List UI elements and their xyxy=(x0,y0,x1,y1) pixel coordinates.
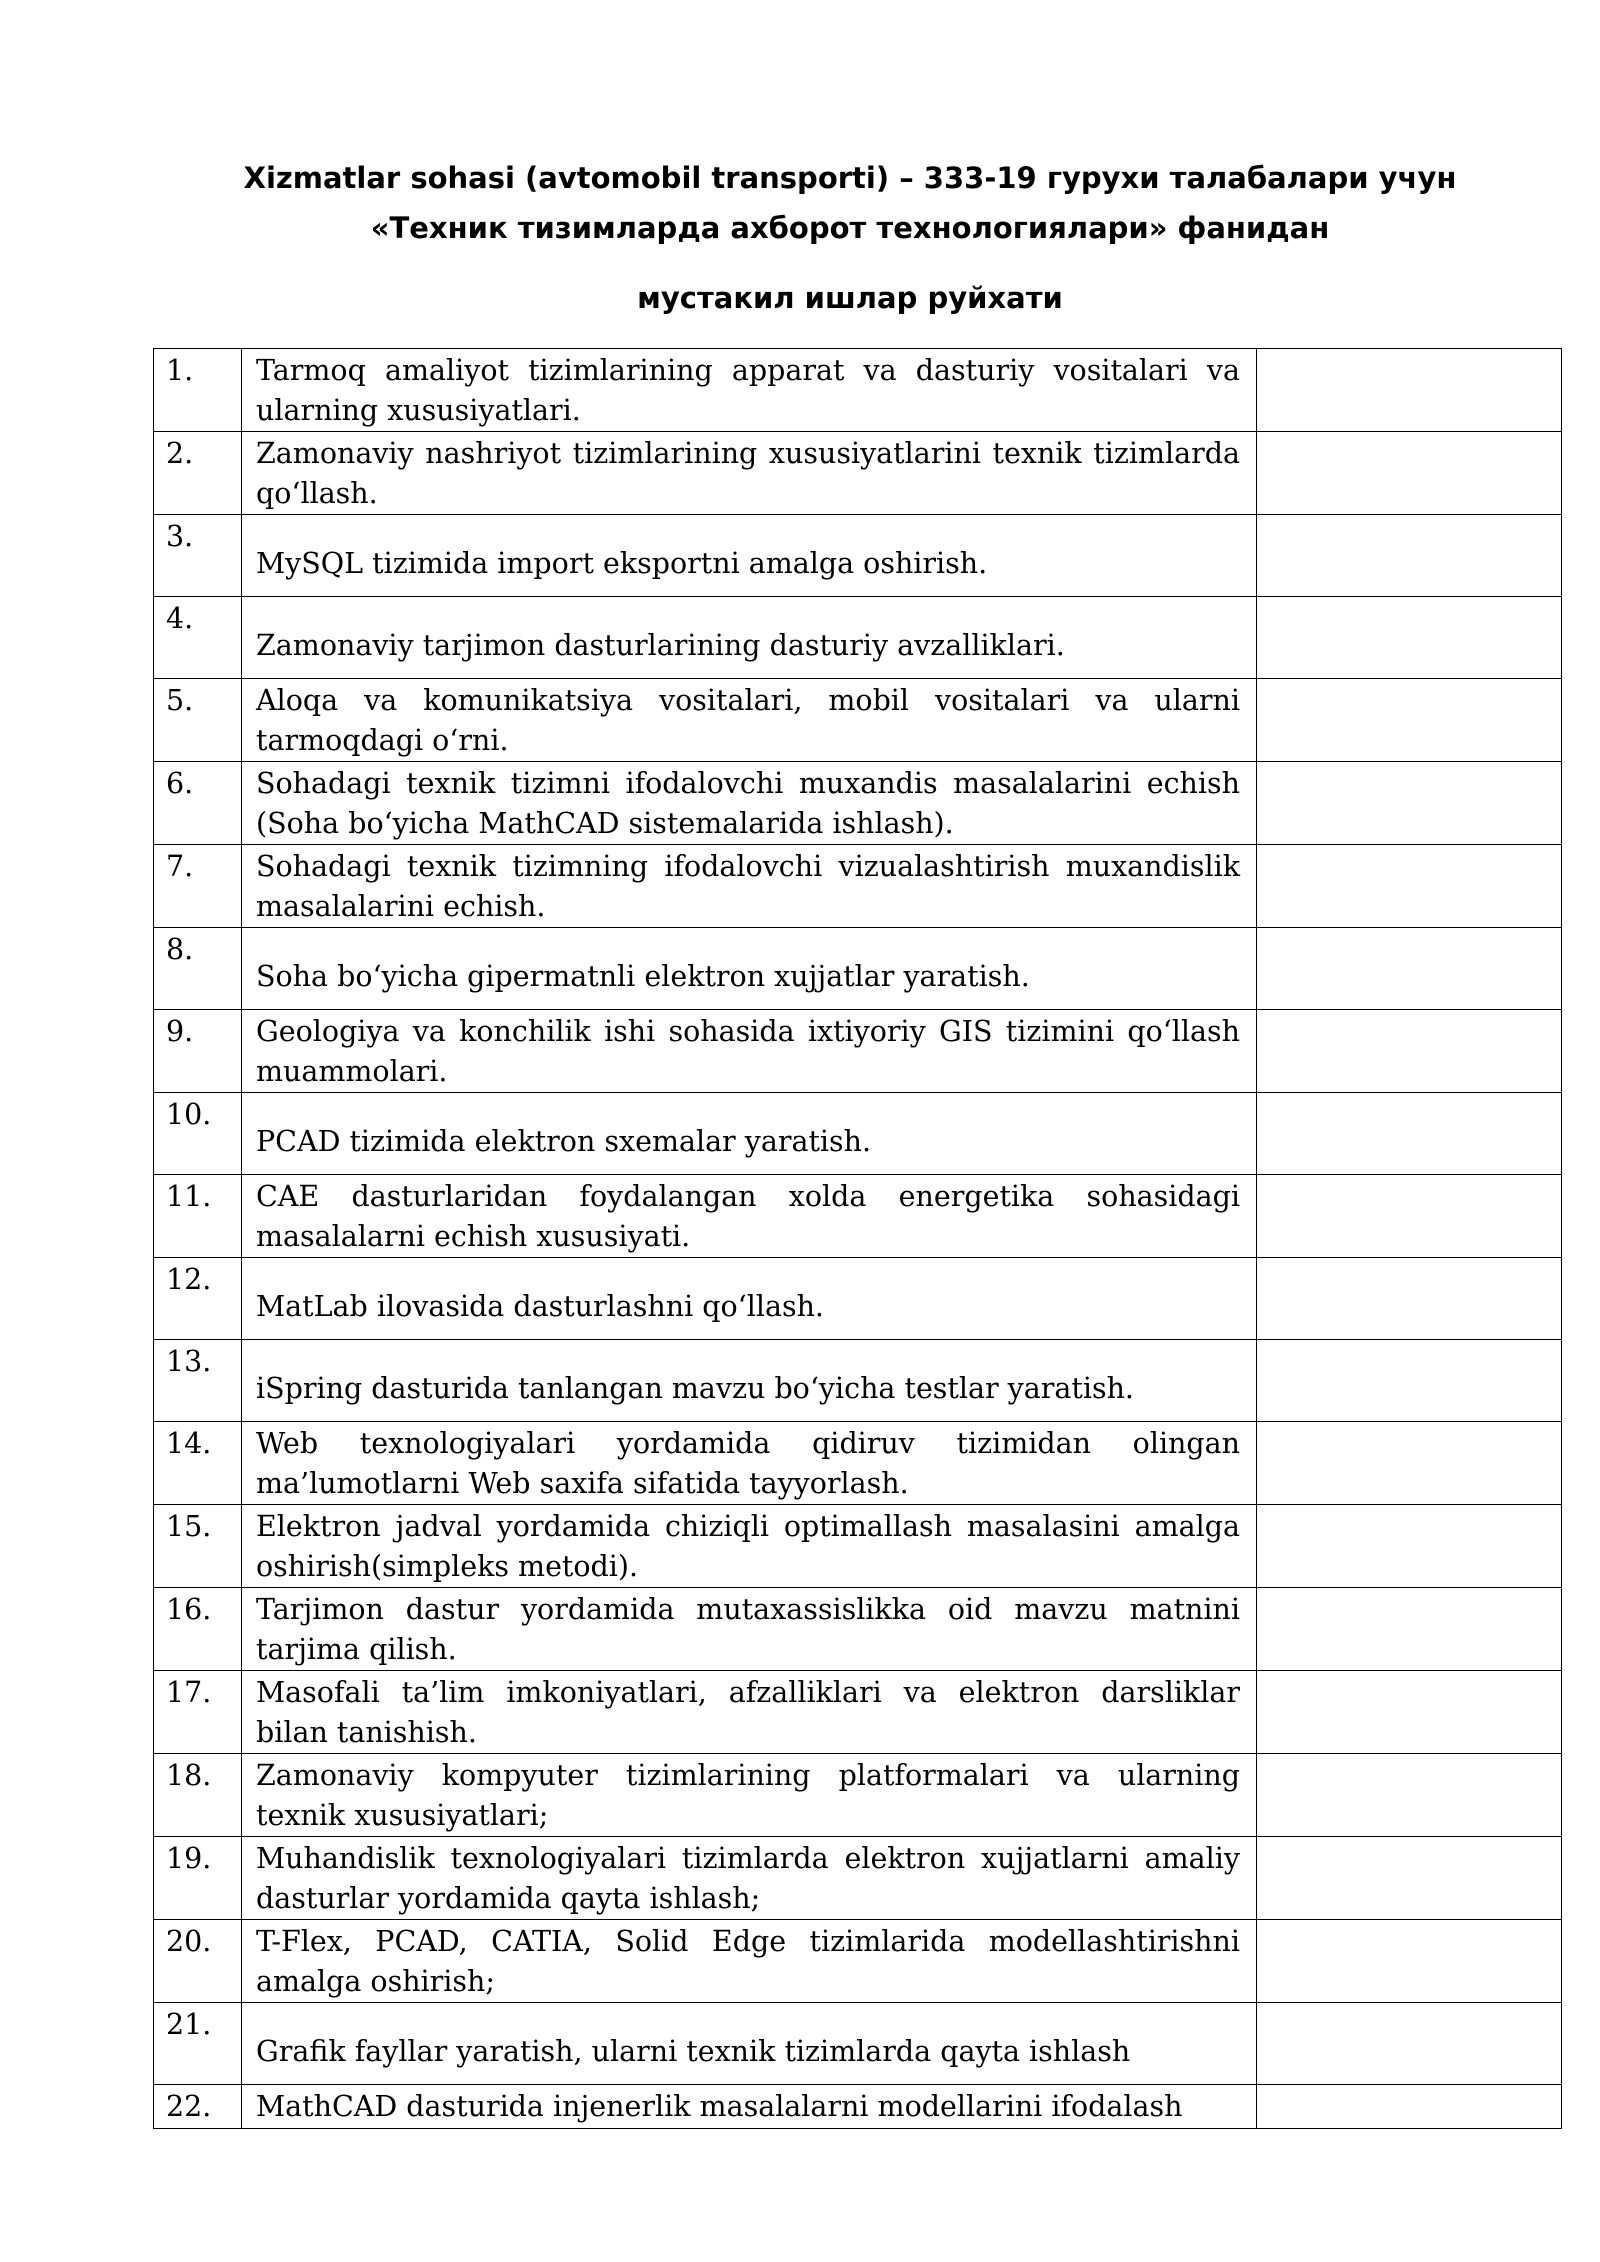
task-topic: Web texnologiyalari yordamida qidiruv tizimidan olingan ma’lumotlarni Web saxifa sifatida tayyorlash. xyxy=(242,1422,1257,1505)
task-topic: MySQL tizimida import eksportni amalga oshirish. xyxy=(242,515,1257,597)
task-topic: Tarjimon dastur yordamida mutaxassislikka oid mavzu matnini tarjima qilish. xyxy=(242,1588,1257,1671)
task-mark-cell xyxy=(1257,432,1562,515)
task-number: 11. xyxy=(154,1175,242,1258)
table-row xyxy=(154,762,1562,845)
table-row xyxy=(154,928,1562,1010)
task-mark-cell xyxy=(1257,1175,1562,1258)
task-number: 22. xyxy=(154,2085,242,2129)
task-number: 18. xyxy=(154,1754,242,1837)
task-mark-cell xyxy=(1257,515,1562,597)
task-number: 10. xyxy=(154,1093,242,1175)
task-number: 6. xyxy=(154,762,242,845)
task-mark-cell xyxy=(1257,928,1562,1010)
table-row xyxy=(154,597,1562,679)
task-topic: Elektron jadval yordamida chiziqli optimallash masalasini amalga oshirish(simpleks metodi). xyxy=(242,1505,1257,1588)
task-topic: Masofali ta’lim imkoniyatlari, afzalliklari va elektron darsliklar bilan tanishish. xyxy=(242,1671,1257,1754)
task-topic: Muhandislik texnologiyalari tizimlarda elektron xujjatlarni amaliy dasturlar yordamida qayta ishlash; xyxy=(242,1837,1257,1920)
task-number: 3. xyxy=(154,515,242,597)
document-title-line-2: «Техник тизимларда ахборот технологиялари» фанидан xyxy=(370,211,1330,245)
table-row xyxy=(154,1340,1562,1422)
task-mark-cell xyxy=(1257,2003,1562,2085)
task-mark-cell xyxy=(1257,679,1562,762)
table-row xyxy=(154,1505,1562,1588)
table-row xyxy=(154,1422,1562,1505)
table-row xyxy=(154,432,1562,515)
task-mark-cell xyxy=(1257,1505,1562,1588)
table-row xyxy=(154,1175,1562,1258)
task-mark-cell xyxy=(1257,762,1562,845)
task-topic: Grafik fayllar yaratish, ularni texnik tizimlarda qayta ishlash xyxy=(242,2003,1257,2085)
table-row xyxy=(154,1588,1562,1671)
task-number: 7. xyxy=(154,845,242,928)
task-mark-cell xyxy=(1257,845,1562,928)
task-mark-cell xyxy=(1257,597,1562,679)
task-topic: Tarmoq amaliyot tizimlarining apparat va dasturiy vositalari va ularning xususiyatlari. xyxy=(242,349,1257,432)
task-number: 12. xyxy=(154,1258,242,1340)
task-topic: T-Flex, PCAD, CATIA, Solid Edge tizimlarida modellashtirishni amalga oshirish; xyxy=(242,1920,1257,2003)
table-row xyxy=(154,515,1562,597)
table-row xyxy=(154,1837,1562,1920)
task-mark-cell xyxy=(1257,2085,1562,2129)
task-mark-cell xyxy=(1257,1837,1562,1920)
task-number: 15. xyxy=(154,1505,242,1588)
task-mark-cell xyxy=(1257,1671,1562,1754)
task-topic: PCAD tizimida elektron sxemalar yaratish. xyxy=(242,1093,1257,1175)
document-title-line-1: Xizmatlar sohasi (avtomobil transporti) – 333-19 гурухи талабалари учун xyxy=(243,161,1457,195)
task-number: 14. xyxy=(154,1422,242,1505)
task-number: 16. xyxy=(154,1588,242,1671)
table-row xyxy=(154,1920,1562,2003)
task-mark-cell xyxy=(1257,1093,1562,1175)
task-topic: CAE dasturlaridan foydalangan xolda energetika sohasidagi masalalarni echish xususiyati. xyxy=(242,1175,1257,1258)
task-number: 13. xyxy=(154,1340,242,1422)
task-mark-cell xyxy=(1257,1920,1562,2003)
task-mark-cell xyxy=(1257,1010,1562,1093)
task-topic: Soha bo‘yicha gipermatnli elektron xujjatlar yaratish. xyxy=(242,928,1257,1010)
task-number: 2. xyxy=(154,432,242,515)
task-number: 8. xyxy=(154,928,242,1010)
task-topic: Zamonaviy kompyuter tizimlarining platformalari va ularning texnik xususiyatlari; xyxy=(242,1754,1257,1837)
task-number: 1. xyxy=(154,349,242,432)
table-row xyxy=(154,1258,1562,1340)
table-row xyxy=(154,1754,1562,1837)
task-topic: Geologiya va konchilik ishi sohasida ixtiyoriy GIS tizimini qo‘llash muammolari. xyxy=(242,1010,1257,1093)
task-list-table xyxy=(153,348,1562,2129)
task-topic: Aloqa va komunikatsiya vositalari, mobil vositalari va ularni tarmoqdagi o‘rni. xyxy=(242,679,1257,762)
table-row xyxy=(154,2003,1562,2085)
task-topic: iSpring dasturida tanlangan mavzu bo‘yicha testlar yaratish. xyxy=(242,1340,1257,1422)
table-row xyxy=(154,845,1562,928)
task-topic: MathCAD dasturida injenerlik masalalarni modellarini ifodalash xyxy=(242,2085,1257,2129)
table-row xyxy=(154,1010,1562,1093)
task-list-body xyxy=(154,349,1562,2129)
task-number: 5. xyxy=(154,679,242,762)
task-mark-cell xyxy=(1257,1588,1562,1671)
task-topic: Sohadagi texnik tizimning ifodalovchi vizualashtirish muxandislik masalalarini echish. xyxy=(242,845,1257,928)
table-row xyxy=(154,2085,1562,2129)
table-row xyxy=(154,679,1562,762)
task-mark-cell xyxy=(1257,1258,1562,1340)
table-row xyxy=(154,1671,1562,1754)
task-mark-cell xyxy=(1257,1754,1562,1837)
task-mark-cell xyxy=(1257,1340,1562,1422)
task-topic: MatLab ilovasida dasturlashni qo‘llash. xyxy=(242,1258,1257,1340)
task-mark-cell xyxy=(1257,349,1562,432)
task-number: 20. xyxy=(154,1920,242,2003)
document-subtitle: мустакил ишлар руйхати xyxy=(637,281,1063,315)
task-topic: Zamonaviy nashriyot tizimlarining xususiyatlarini texnik tizimlarda qo‘llash. xyxy=(242,432,1257,515)
task-mark-cell xyxy=(1257,1422,1562,1505)
task-number: 9. xyxy=(154,1010,242,1093)
task-number: 4. xyxy=(154,597,242,679)
task-number: 19. xyxy=(154,1837,242,1920)
task-topic: Zamonaviy tarjimon dasturlarining dasturiy avzalliklari. xyxy=(242,597,1257,679)
task-number: 21. xyxy=(154,2003,242,2085)
table-row xyxy=(154,1093,1562,1175)
table-row xyxy=(154,349,1562,432)
task-number: 17. xyxy=(154,1671,242,1754)
task-topic: Sohadagi texnik tizimni ifodalovchi muxandis masalalarini echish (Soha bo‘yicha MathCAD sistemalarida ishlash). xyxy=(242,762,1257,845)
